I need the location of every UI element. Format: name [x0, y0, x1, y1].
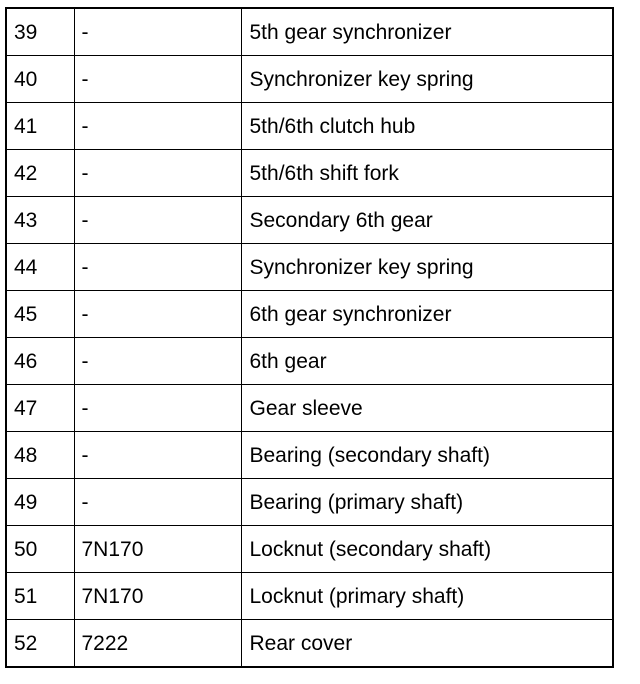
description-cell: 6th gear synchronizer: [241, 291, 613, 338]
description-cell: Bearing (secondary shaft): [241, 432, 613, 479]
parts-table-body: [6, 8, 613, 667]
part-number-cell: -: [74, 56, 241, 103]
table-row: [6, 432, 613, 479]
table-row: [6, 338, 613, 385]
table-row: [6, 244, 613, 291]
item-number-cell: 42: [6, 150, 74, 197]
part-number-cell: -: [74, 385, 241, 432]
part-number-cell: 7222: [74, 620, 241, 668]
description-cell: 6th gear: [241, 338, 613, 385]
description-cell: Gear sleeve: [241, 385, 613, 432]
item-number-cell: 43: [6, 197, 74, 244]
item-number-cell: 46: [6, 338, 74, 385]
item-number-cell: 40: [6, 56, 74, 103]
item-number-cell: 44: [6, 244, 74, 291]
item-number-cell: 51: [6, 573, 74, 620]
table-row: [6, 150, 613, 197]
part-number-cell: -: [74, 8, 241, 56]
description-cell: Locknut (secondary shaft): [241, 526, 613, 573]
description-cell: Locknut (primary shaft): [241, 573, 613, 620]
description-cell: Bearing (primary shaft): [241, 479, 613, 526]
description-cell: Secondary 6th gear: [241, 197, 613, 244]
item-number-cell: 50: [6, 526, 74, 573]
part-number-cell: -: [74, 150, 241, 197]
part-number-cell: -: [74, 479, 241, 526]
table-row: [6, 573, 613, 620]
parts-table: [5, 7, 614, 668]
table-row: [6, 479, 613, 526]
description-cell: Synchronizer key spring: [241, 244, 613, 291]
table-row: [6, 103, 613, 150]
part-number-cell: -: [74, 197, 241, 244]
item-number-cell: 47: [6, 385, 74, 432]
table-row: [6, 8, 613, 56]
item-number-cell: 45: [6, 291, 74, 338]
item-number-cell: 52: [6, 620, 74, 668]
item-number-cell: 49: [6, 479, 74, 526]
table-row: [6, 291, 613, 338]
table-row: [6, 526, 613, 573]
part-number-cell: 7N170: [74, 573, 241, 620]
part-number-cell: -: [74, 291, 241, 338]
item-number-cell: 39: [6, 8, 74, 56]
part-number-cell: 7N170: [74, 526, 241, 573]
table-row: [6, 197, 613, 244]
description-cell: 5th/6th clutch hub: [241, 103, 613, 150]
table-row: [6, 56, 613, 103]
table-row: [6, 620, 613, 668]
part-number-cell: -: [74, 103, 241, 150]
item-number-cell: 41: [6, 103, 74, 150]
table-row: [6, 385, 613, 432]
part-number-cell: -: [74, 338, 241, 385]
part-number-cell: -: [74, 244, 241, 291]
item-number-cell: 48: [6, 432, 74, 479]
description-cell: 5th gear synchronizer: [241, 8, 613, 56]
part-number-cell: -: [74, 432, 241, 479]
description-cell: Rear cover: [241, 620, 613, 668]
description-cell: Synchronizer key spring: [241, 56, 613, 103]
description-cell: 5th/6th shift fork: [241, 150, 613, 197]
